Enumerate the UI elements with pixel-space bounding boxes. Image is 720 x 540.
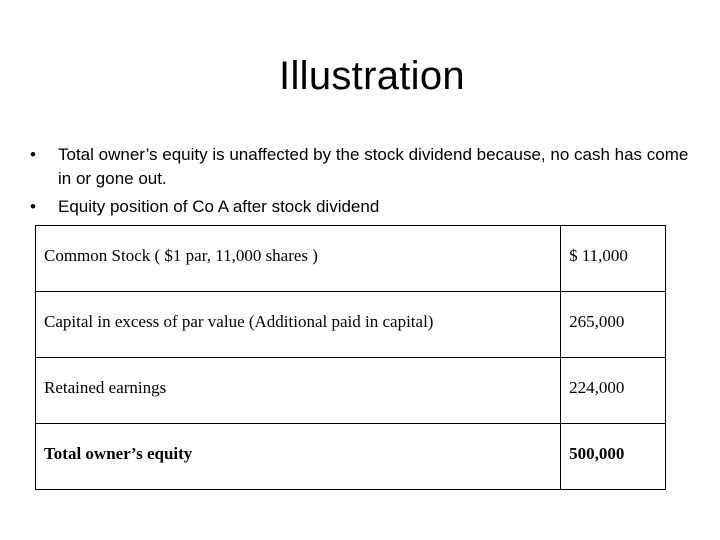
total-row (36, 424, 666, 490)
bullet-item: • Total owner’s equity is unaffected by the stock dividend because, no cash has come in or gone out. (30, 143, 690, 191)
table-row (36, 226, 666, 292)
bullet-item: • Equity position of Co A after stock dividend (30, 195, 690, 219)
slide-title: Illustration (279, 54, 465, 98)
row-value: 265,000 (561, 292, 666, 358)
row-value: $ 11,000 (561, 226, 666, 292)
row-value: 224,000 (561, 358, 666, 424)
equity-table (35, 225, 666, 490)
total-value: 500,000 (561, 424, 666, 490)
table-row (36, 292, 666, 358)
total-label: Total owner’s equity (36, 424, 561, 490)
table-row (36, 358, 666, 424)
row-label: Retained earnings (36, 358, 561, 424)
row-label: Capital in excess of par value (Additional paid in capital) (36, 292, 561, 358)
bullet-list (30, 143, 690, 223)
row-label: Common Stock ( $1 par, 11,000 shares ) (36, 226, 561, 292)
